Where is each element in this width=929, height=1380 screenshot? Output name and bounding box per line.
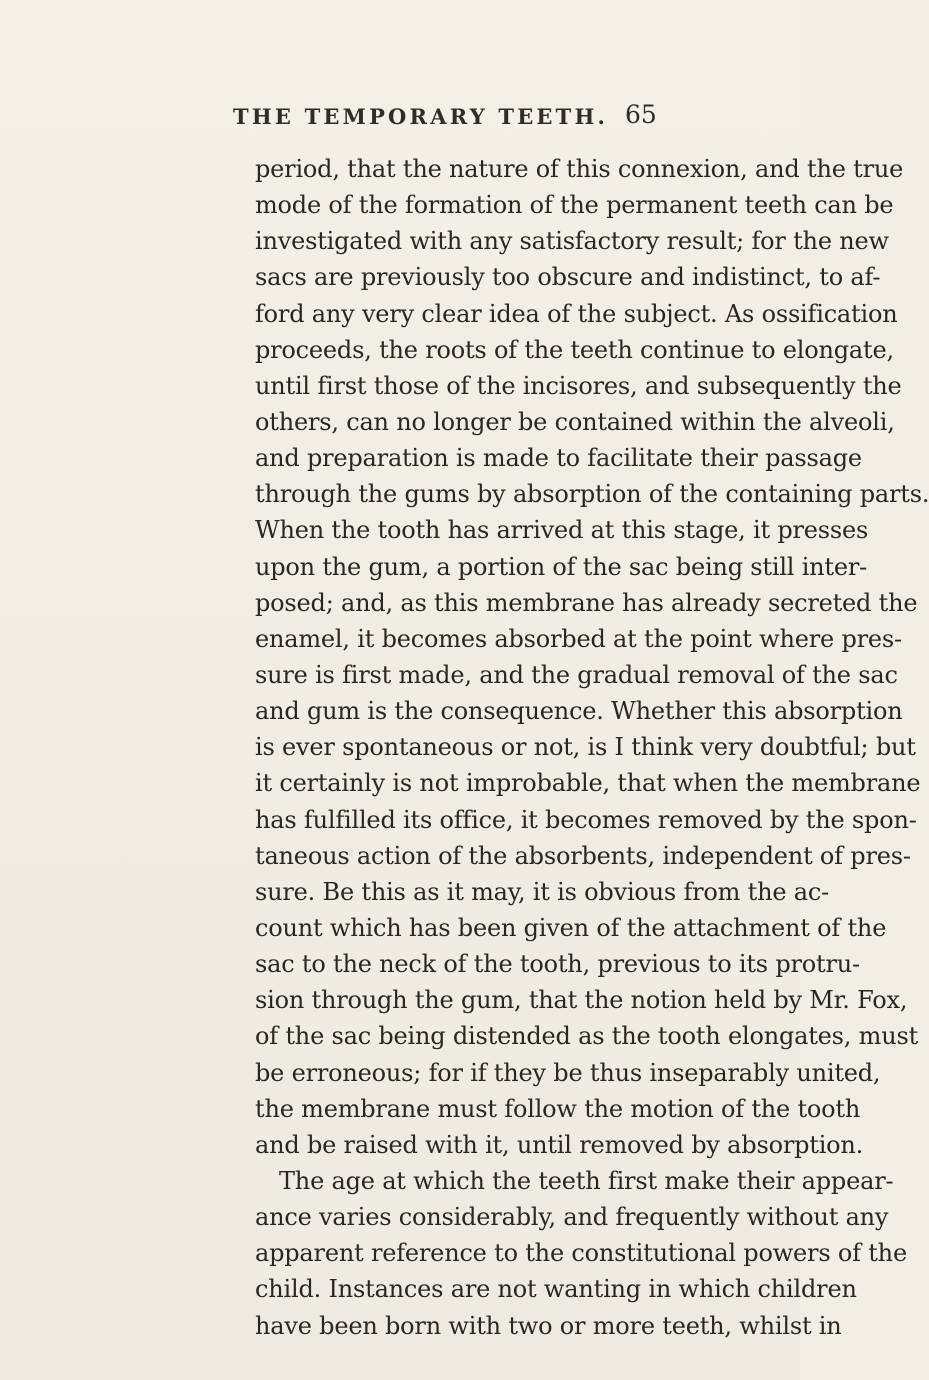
text-line: upon the gum, a portion of the sac being still inter- <box>255 552 868 581</box>
text-line: be erroneous; for if they be thus inseparably united, <box>255 1058 881 1087</box>
text-line: child. Instances are not wanting in which children <box>255 1275 857 1304</box>
text-line: apparent reference to the constitutional powers of the <box>255 1239 907 1268</box>
text-line: and gum is the consequence. Whether this absorption <box>255 697 903 726</box>
text-line: until first those of the incisores, and subsequently the <box>255 371 902 400</box>
text-line: sure is first made, and the gradual removal of the sac <box>255 660 898 689</box>
text-line: sac to the neck of the tooth, previous to its protru- <box>255 950 860 979</box>
text-line: taneous action of the absorbents, independent of pres- <box>255 841 911 870</box>
text-line: posed; and, as this membrane has already secreted the <box>255 588 918 617</box>
running-head <box>0 100 800 144</box>
text-line: of the sac being distended as the tooth elongates, must <box>255 1022 919 1051</box>
text-line: proceeds, the roots of the teeth continue to elongate, <box>255 335 894 364</box>
page-number: 65 <box>625 100 657 129</box>
text-line: others, can no longer be contained within the alveoli, <box>255 407 895 436</box>
text-line: has fulfilled its office, it becomes removed by the spon- <box>255 805 917 834</box>
text-line: investigated with any satisfactory result; for the new <box>255 227 889 256</box>
text-line: enamel, it becomes absorbed at the point where pres- <box>255 624 902 653</box>
text-line: The age at which the teeth first make their appear- <box>279 1166 894 1195</box>
text-line: is ever spontaneous or not, is I think very doubtful; but <box>255 733 916 762</box>
text-line: have been born with two or more teeth, whilst in <box>255 1311 842 1340</box>
text-line: and preparation is made to facilitate their passage <box>255 444 862 473</box>
text-line: ford any very clear idea of the subject. As ossification <box>255 299 898 328</box>
text-line: count which has been given of the attachment of the <box>255 913 887 942</box>
running-title: THE TEMPORARY TEETH. <box>233 104 609 129</box>
text-line: and be raised with it, until removed by absorption. <box>255 1130 864 1159</box>
body-text <box>255 151 929 1344</box>
text-line: it certainly is not improbable, that when the membrane <box>255 769 921 798</box>
text-line: period, that the nature of this connexion, and the true <box>255 155 904 183</box>
text-line: sure. Be this as it may, it is obvious from the ac- <box>255 877 830 906</box>
text-line: When the tooth has arrived at this stage, it presses <box>255 516 869 545</box>
text-line: sion through the gum, that the notion held by Mr. Fox, <box>255 986 908 1015</box>
text-line: sacs are previously too obscure and indistinct, to af- <box>255 263 881 292</box>
text-line: through the gums by absorption of the containing parts. <box>255 480 929 509</box>
text-line: ance varies considerably, and frequently without any <box>255 1203 889 1232</box>
text-line: the membrane must follow the motion of the tooth <box>255 1094 861 1123</box>
text-line: mode of the formation of the permanent teeth can be <box>255 191 894 220</box>
